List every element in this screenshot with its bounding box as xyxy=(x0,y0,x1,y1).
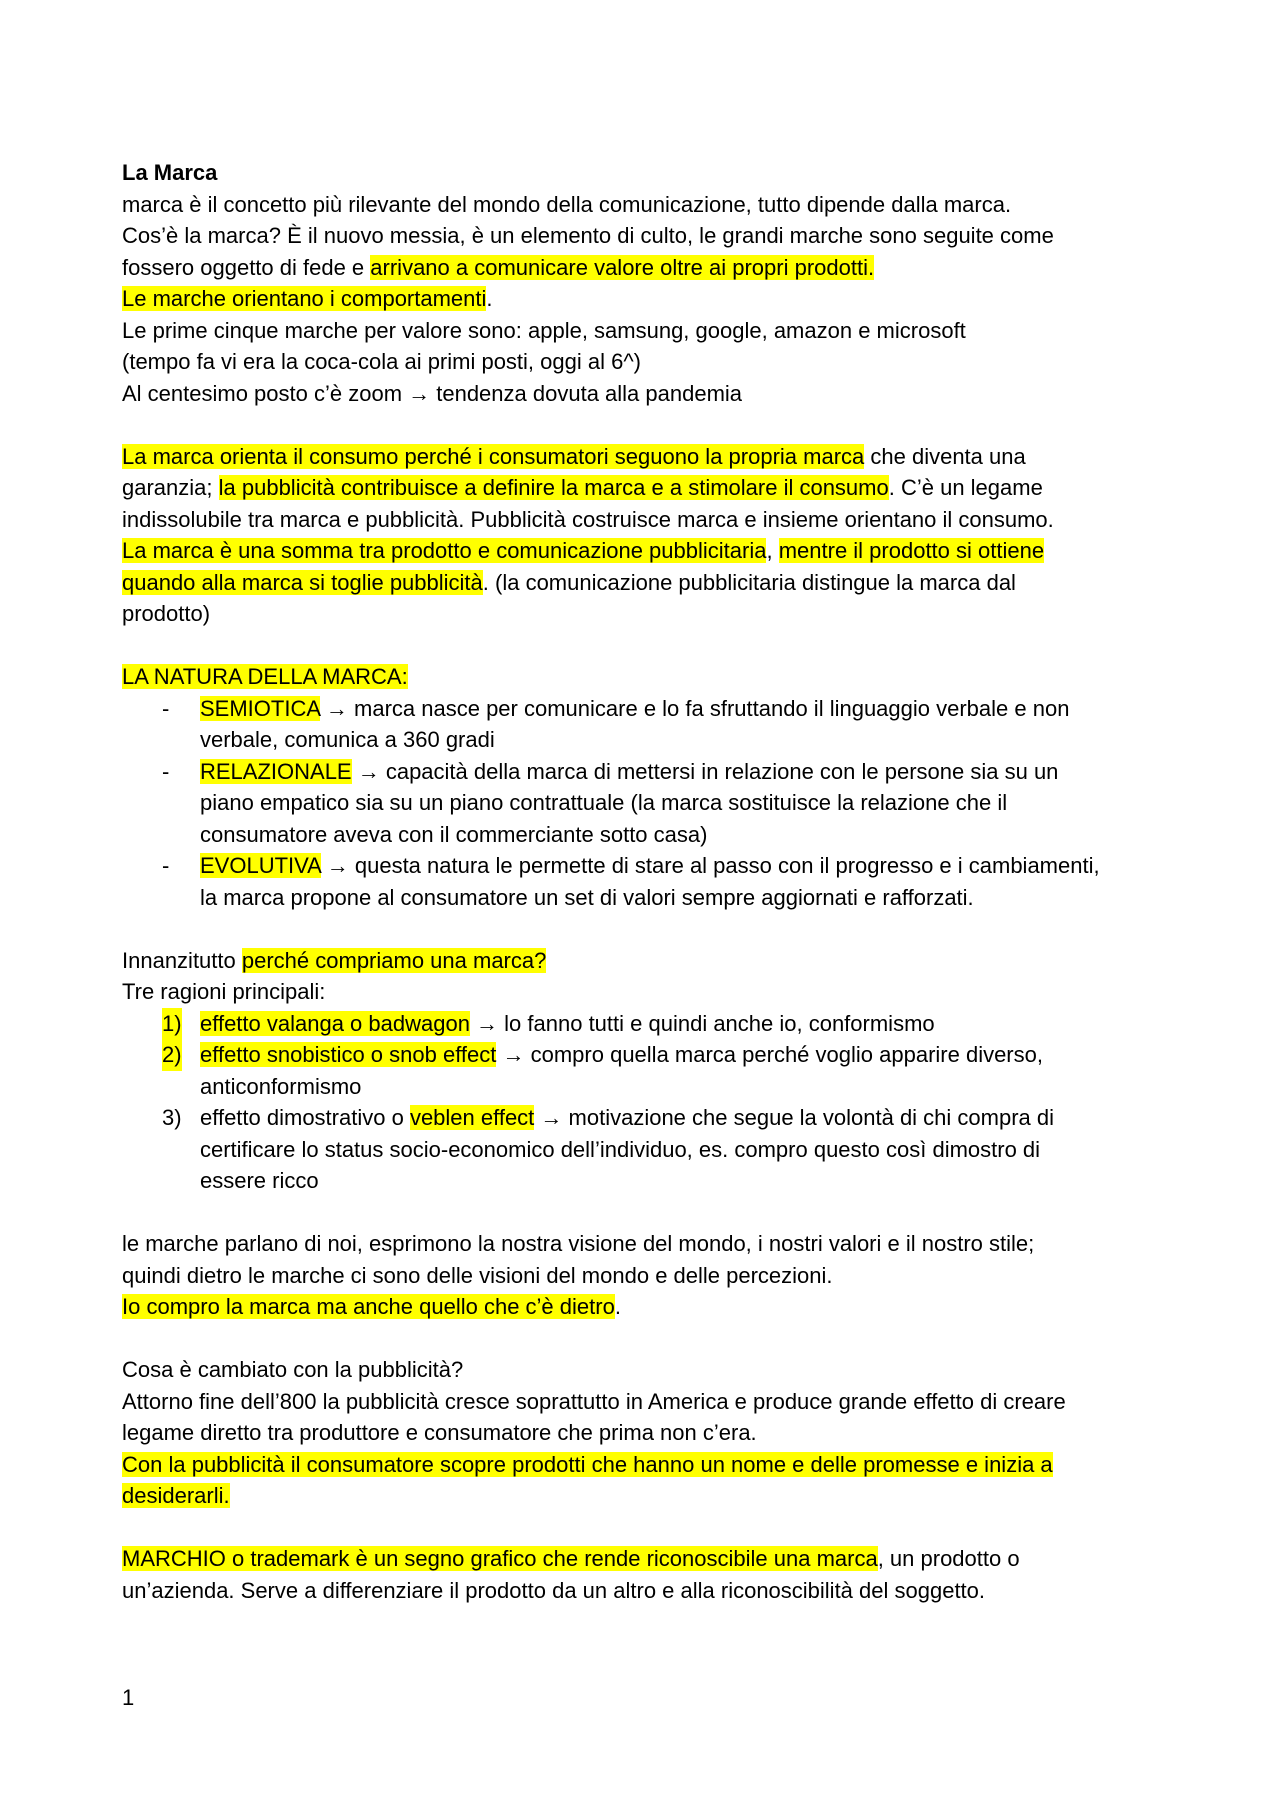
text-line: Cos’è la marca? È il nuovo messia, è un elemento di culto, le grandi marche sono seguite come xyxy=(122,223,1054,248)
text-line: Le prime cinque marche per valore sono: apple, samsung, google, amazon e microsoft xyxy=(122,317,966,343)
text-line xyxy=(122,567,1172,599)
highlighted-text: mentre il prodotto si ottiene xyxy=(778,538,1045,563)
blank-line xyxy=(122,630,1172,662)
text-span: . (la comunicazione pubblicitaria distingue la marca dal xyxy=(482,569,1016,595)
text-line xyxy=(122,1291,1172,1323)
list-item xyxy=(122,756,1172,788)
list-item-continuation: consumatore aveva con il commerciante sotto casa) xyxy=(200,821,708,847)
text-span: . xyxy=(486,286,493,311)
blank-line xyxy=(122,1512,1172,1544)
highlighted-text: desiderarli. xyxy=(122,1483,230,1508)
list-marker: - xyxy=(162,758,170,784)
text-span: → lo fanno tutti e quindi anche io, conformismo xyxy=(469,1010,935,1036)
text-line xyxy=(122,283,1172,315)
text-span: fossero oggetto di fede e xyxy=(122,254,371,280)
page-number: 1 xyxy=(122,1685,135,1710)
text-line: quindi dietro le marche ci sono delle visioni del mondo e delle percezioni. xyxy=(122,1262,833,1288)
text-line xyxy=(122,535,1172,567)
text-span: → marca nasce per comunicare e lo fa sfruttando il linguaggio verbale e non xyxy=(319,695,1070,721)
text-line: marca è il concetto più rilevante del mondo della comunicazione, tutto dipende dalla marca. xyxy=(122,191,1012,217)
list-item-continuation: anticonformismo xyxy=(200,1073,362,1099)
text-span: . xyxy=(614,1294,621,1319)
text-span: . C’è un legame xyxy=(888,475,1043,500)
list-item xyxy=(122,1008,1172,1040)
text-line xyxy=(122,472,1172,504)
text-line: Cosa è cambiato con la pubblicità? xyxy=(122,1357,464,1382)
text-line: Tre ragioni principali: xyxy=(122,979,326,1004)
highlighted-text: effetto valanga o badwagon xyxy=(200,1010,470,1036)
text-span: → questa natura le permette di stare al passo con il progresso e i cambiamenti, xyxy=(320,853,1100,878)
text-span: Innanzitutto xyxy=(122,947,242,973)
text-line: Al centesimo posto c’è zoom → tendenza dovuta alla pandemia xyxy=(122,380,743,406)
text-span: effetto dimostrativo o xyxy=(200,1105,410,1130)
text-line xyxy=(122,1480,1172,1512)
highlighted-text: EVOLUTIVA xyxy=(200,853,321,878)
text-span: che diventa una xyxy=(864,443,1026,469)
highlighted-text: Con la pubblicità il consumatore scopre prodotti che hanno un nome e delle promesse e inizia a xyxy=(122,1451,1053,1477)
highlighted-text: LA NATURA DELLA MARCA: xyxy=(122,664,408,689)
document-body xyxy=(122,157,1172,1606)
text-line: le marche parlano di noi, esprimono la nostra visione del mondo, i nostri valori e il nostro stile; xyxy=(122,1231,1035,1256)
list-marker: 3) xyxy=(162,1105,182,1130)
highlighted-text: La marca è una somma tra prodotto e comunicazione pubblicitaria xyxy=(122,538,767,563)
highlighted-text: la pubblicità contribuisce a definire la marca e a stimolare il consumo xyxy=(218,475,889,500)
highlighted-text: La marca orienta il consumo perché i consumatori seguono la propria marca xyxy=(122,443,865,469)
list-item-continuation: verbale, comunica a 360 gradi xyxy=(200,727,495,752)
highlighted-text: Io compro la marca ma anche quello che c’è dietro xyxy=(122,1294,615,1319)
highlighted-text: RELAZIONALE xyxy=(200,758,352,784)
text-line: legame diretto tra produttore e consumatore che prima non c’era. xyxy=(122,1420,757,1445)
list-item-continuation: essere ricco xyxy=(200,1168,319,1193)
text-span: → capacità della marca di mettersi in relazione con le persone sia su un xyxy=(351,758,1059,784)
text-line: (tempo fa vi era la coca-cola ai primi posti, oggi al 6^) xyxy=(122,349,641,374)
text-line: un’azienda. Serve a differenziare il prodotto da un altro e alla riconoscibilità del soggetto. xyxy=(122,1577,986,1603)
text-span: garanzia; xyxy=(122,475,219,500)
highlighted-text: arrivano a comunicare valore oltre ai propri prodotti. xyxy=(370,254,875,280)
text-line: prodotto) xyxy=(122,601,211,626)
list-item xyxy=(122,693,1172,725)
blank-line xyxy=(122,409,1172,441)
text-line: Attorno fine dell’800 la pubblicità cresce soprattutto in America e produce grande effetto di creare xyxy=(122,1388,1066,1414)
text-span: , un prodotto o xyxy=(877,1546,1020,1571)
text-line xyxy=(122,441,1172,473)
highlighted-text: SEMIOTICA xyxy=(200,695,320,721)
highlighted-text: perché compriamo una marca? xyxy=(241,947,547,973)
blank-line xyxy=(122,1197,1172,1229)
blank-line xyxy=(122,913,1172,945)
text-line xyxy=(122,252,1172,284)
section-heading xyxy=(122,661,1172,693)
highlighted-text: MARCHIO o trademark è un segno grafico che rende riconoscibile una marca xyxy=(122,1546,878,1571)
list-item xyxy=(122,850,1172,882)
text-line xyxy=(122,1449,1172,1481)
highlighted-text: veblen effect xyxy=(409,1105,535,1130)
blank-line xyxy=(122,1323,1172,1355)
highlighted-text: effetto snobistico o snob effect xyxy=(200,1042,497,1067)
list-marker: 2) xyxy=(162,1039,182,1071)
text-span: , xyxy=(766,538,779,563)
list-item-continuation: la marca propone al consumatore un set di valori sempre aggiornati e rafforzati. xyxy=(200,884,974,910)
document-title: La Marca xyxy=(122,160,218,185)
list-marker: - xyxy=(162,695,170,721)
highlighted-text: Le marche orientano i comportamenti xyxy=(122,286,487,311)
list-marker: 1) xyxy=(162,1008,182,1040)
text-span: → compro quella marca perché voglio apparire diverso, xyxy=(496,1042,1043,1067)
list-item-continuation: certificare lo status socio-economico dell’individuo, es. compro questo così dimostro di xyxy=(200,1136,1041,1162)
text-span: → motivazione che segue la volontà di chi compra di xyxy=(534,1105,1055,1130)
text-line: indissolubile tra marca e pubblicità. Pubblicità costruisce marca e insieme orientano il consumo. xyxy=(122,506,1054,532)
list-item xyxy=(122,1102,1172,1134)
highlighted-text: quando alla marca si toglie pubblicità xyxy=(122,569,483,595)
list-item-continuation: piano empatico sia su un piano contrattuale (la marca sostituisce la relazione che il xyxy=(200,790,1008,815)
list-item xyxy=(122,1039,1172,1071)
text-line xyxy=(122,945,1172,977)
list-marker: - xyxy=(162,853,170,878)
text-line xyxy=(122,1543,1172,1575)
